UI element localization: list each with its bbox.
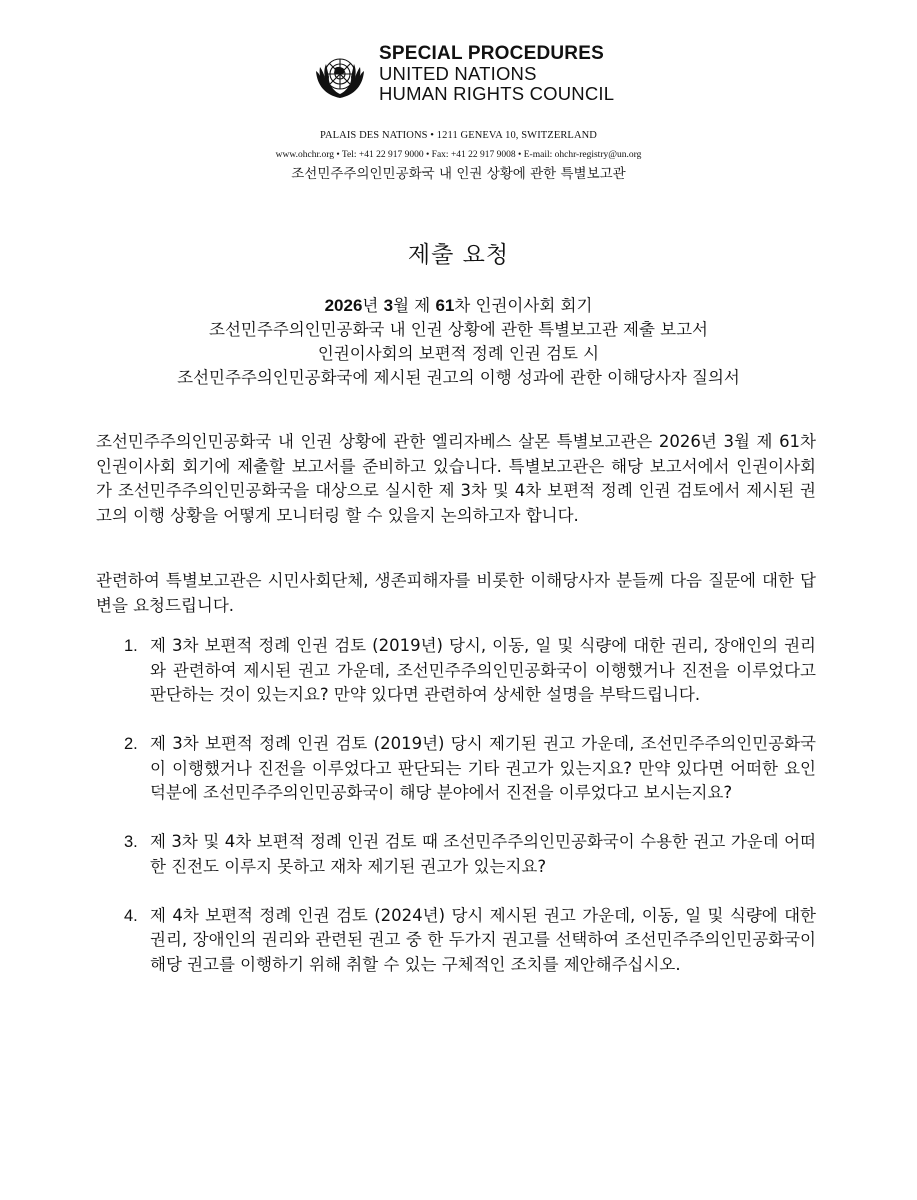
org-line-special-procedures: SPECIAL PROCEDURES: [379, 43, 604, 64]
subtitle-text-2: 월 제: [393, 296, 436, 315]
subtitle-line-4: 조선민주주의인민공화국에 제시된 권고의 이행 성과에 관한 이해당사자 질의서: [177, 368, 740, 387]
address-line: PALAIS DES NATIONS • 1211 GENEVA 10, SWITZERLAND: [319, 130, 597, 141]
question-number: 2.: [124, 735, 138, 753]
question-item: [124, 634, 816, 708]
subtitle-line-2: 조선민주주의인민공화국 내 인권 상황에 관한 특별보고관 제출 보고서: [209, 320, 708, 339]
question-text: 제 3차 및 4차 보편적 정례 인권 검토 때 조선민주주의인민공화국이 수용한 권고 가운데 어떠한 진전도 이루지 못하고 재차 제기된 권고가 있는지요?: [150, 832, 816, 876]
org-line-united-nations: UNITED NATIONS: [379, 63, 537, 84]
question-number: 4.: [124, 906, 138, 925]
subtitle-text-3: 차 인권이사회 회기: [454, 296, 593, 315]
letterhead: [0, 44, 917, 104]
contact-line: www.ohchr.org • Tel: +41 22 917 9000 • Fax: +41 22 917 9008 • E-mail: ohchr-registry@un.org: [275, 150, 642, 160]
org-name: [379, 44, 614, 104]
question-text: 제 3차 보편적 정례 인권 검토 (2019년) 당시, 이동, 일 및 식량에 대한 권리, 장애인의 권리와 관련하여 제시된 권고 가운데, 조선민주주의인민공화국이 이행했거나 진전을 이루었다고 판단하는 것이 있는지요? 만약 있다면 관련하여 상세한 설명을 부탁드립니다.: [150, 636, 816, 704]
question-text: 제 4차 보편적 정례 인권 검토 (2024년) 당시 제시된 권고 가운데, 이동, 일 및 식량에 대한 권리, 장애인의 권리와 관련된 권고 중 한 두가지 권고를 선택하여 조선민주주의인민공화국이 해당 권고를 이행하기 위해 취할 수 있는 구체적인 조치를 제안해주십시오.: [150, 905, 816, 974]
question-number: 3.: [124, 833, 138, 851]
subtitle-session: 61: [435, 296, 455, 315]
question-item: [124, 732, 816, 806]
question-list: [124, 634, 816, 1002]
question-number: 1.: [124, 637, 138, 655]
org-line-hrc: HUMAN RIGHTS COUNCIL: [379, 83, 615, 104]
document-title: 제출 요청: [407, 242, 510, 268]
subtitle-text-1: 년: [362, 296, 384, 315]
subtitle-year: 2026: [324, 296, 363, 315]
subtitle-line-1: [0, 294, 917, 318]
un-emblem-icon: [313, 47, 367, 101]
subtitle-line-3: 인권이사회의 보편적 정례 인권 검토 시: [317, 344, 600, 363]
question-item: [124, 904, 816, 978]
subtitle-month: 3: [383, 296, 394, 315]
subtitle-block: [0, 294, 917, 390]
question-text: 제 3차 보편적 정례 인권 검토 (2019년) 당시 제기된 권고 가운데, 조선민주주의인민공화국이 이행했거나 진전을 이루었다고 판단되는 기타 권고가 있는지요? 만약 있다면 어떠한 요인 덕분에 조선민주주의인민공화국이 해당 분야에서 진전을 이루었다고 보시는지요?: [150, 734, 816, 802]
logo-block: [313, 44, 917, 104]
office-name: 조선민주주의인민공화국 내 인권 상황에 관한 특별보고관: [291, 166, 626, 182]
request-paragraph: 관련하여 특별보고관은 시민사회단체, 생존피해자를 비롯한 이해당사자 분들께 다음 질문에 대한 답변을 요청드립니다.: [96, 571, 816, 615]
question-item: [124, 830, 816, 879]
intro-paragraph: 조선민주주의인민공화국 내 인권 상황에 관한 엘리자베스 살몬 특별보고관은 2026년 3월 제 61차 인권이사회 회기에 제출할 보고서를 준비하고 있습니다. 특별보고관은 해당 보고서에서 인권이사회가 조선민주주의인민공화국을 대상으로 실시한 제 3차 및 4차 보편적 정례 인권 검토에서 제시된 권고의 이행 상황을 어떻게 모니터링 할 수 있을지 논의하고자 합니다.: [96, 432, 816, 525]
